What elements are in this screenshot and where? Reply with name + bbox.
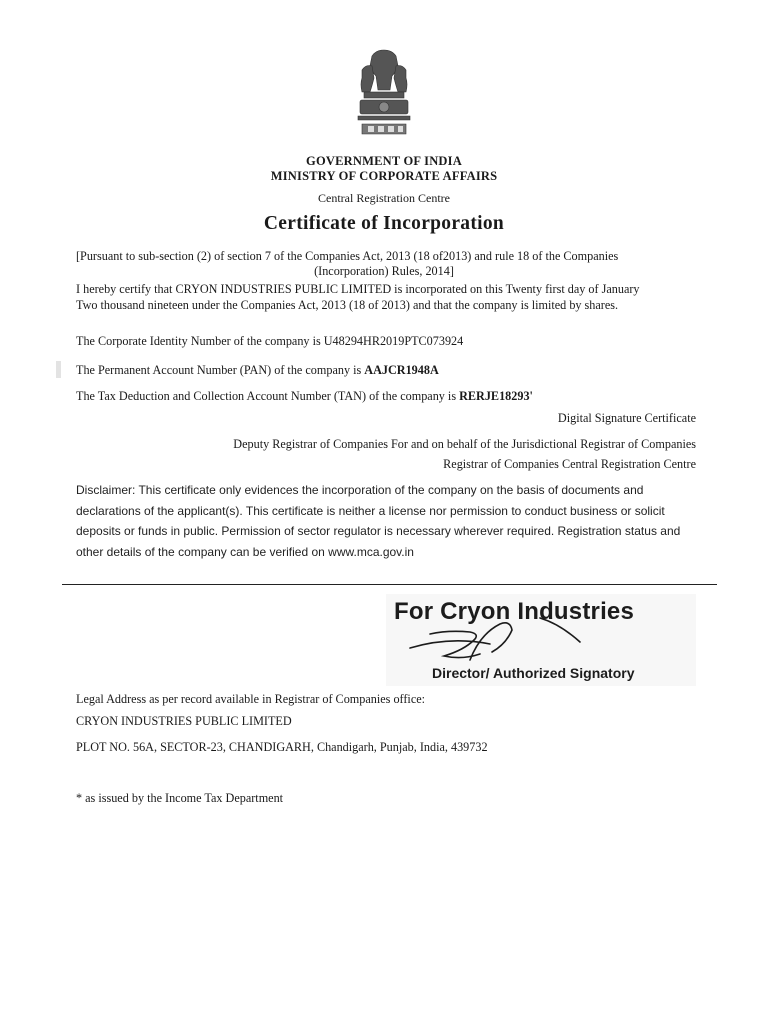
footnote: * as issued by the Income Tax Department xyxy=(76,791,284,805)
signature-company: For Cryon Industries xyxy=(394,598,635,625)
pan-label: The Permanent Account Number (PAN) of the company is xyxy=(76,363,362,377)
tan-label: The Tax Deduction and Collection Account Number (TAN) of the company is xyxy=(76,389,457,403)
roc-line: Registrar of Companies Central Registration Centre xyxy=(443,457,696,471)
ministry-heading: MINISTRY OF CORPORATE AFFAIRS xyxy=(270,169,498,183)
disclaimer-line-4: other details of the company can be verified on www.mca.gov.in xyxy=(76,544,414,559)
cin-line xyxy=(76,333,463,349)
deputy-registrar-line: Deputy Registrar of Companies For and on behalf of the Jurisdictional Registrar of Companies xyxy=(233,437,696,451)
certify-line-2: Two thousand nineteen under the Companies Act, 2013 (18 of 2013) and that the company is limited by shares. xyxy=(76,298,619,312)
disclaimer-line-2: declarations of the applicant(s). This certificate is neither a license nor permission to conduct business or solicit xyxy=(76,503,665,518)
cin-label: The Corporate Identity Number of the company is xyxy=(76,334,321,348)
disclaimer-line-3: deposits or funds in public. Permission of sector regulator is necessary wherever required. Registration status and xyxy=(76,524,681,538)
government-heading: GOVERNMENT OF INDIA xyxy=(306,154,462,168)
disclaimer xyxy=(76,480,680,562)
tan-value: RERJE18293' xyxy=(459,389,533,403)
signatory-role: Director/ Authorized Signatory xyxy=(432,665,635,681)
disclaimer-line-1: Disclaimer: This certificate only evidences the incorporation of the company on the basis of documents and xyxy=(76,483,644,497)
tan-line xyxy=(76,388,533,404)
cin-value: U48294HR2019PTC073924 xyxy=(323,334,464,348)
digital-signature-label: Digital Signature Certificate xyxy=(557,411,696,425)
registration-centre: Central Registration Centre xyxy=(318,191,450,205)
divider xyxy=(62,584,717,585)
address-line: PLOT NO. 56A, SECTOR-23, CHANDIGARH, Chandigarh, Punjab, India, 439732 xyxy=(76,740,488,754)
certificate-title: Certificate of Incorporation xyxy=(263,213,505,234)
national-emblem-icon xyxy=(354,48,414,138)
certify-line-1: I hereby certify that CRYON INDUSTRIES PUBLIC LIMITED is incorporated on this Twenty first day of January xyxy=(76,282,640,296)
company-name: CRYON INDUSTRIES PUBLIC LIMITED xyxy=(76,714,292,728)
pan-line xyxy=(76,362,439,378)
pan-value: AAJCR1948A xyxy=(364,363,439,377)
pursuant-line-1: [Pursuant to sub-section (2) of section 7 of the Companies Act, 2013 (18 of2013) and rule 18 of the Companies xyxy=(76,249,619,263)
legal-address-label: Legal Address as per record available in Registrar of Companies office: xyxy=(76,692,426,706)
pursuant-line-2: (Incorporation) Rules, 2014] xyxy=(314,264,454,278)
margin-marker xyxy=(56,361,61,378)
